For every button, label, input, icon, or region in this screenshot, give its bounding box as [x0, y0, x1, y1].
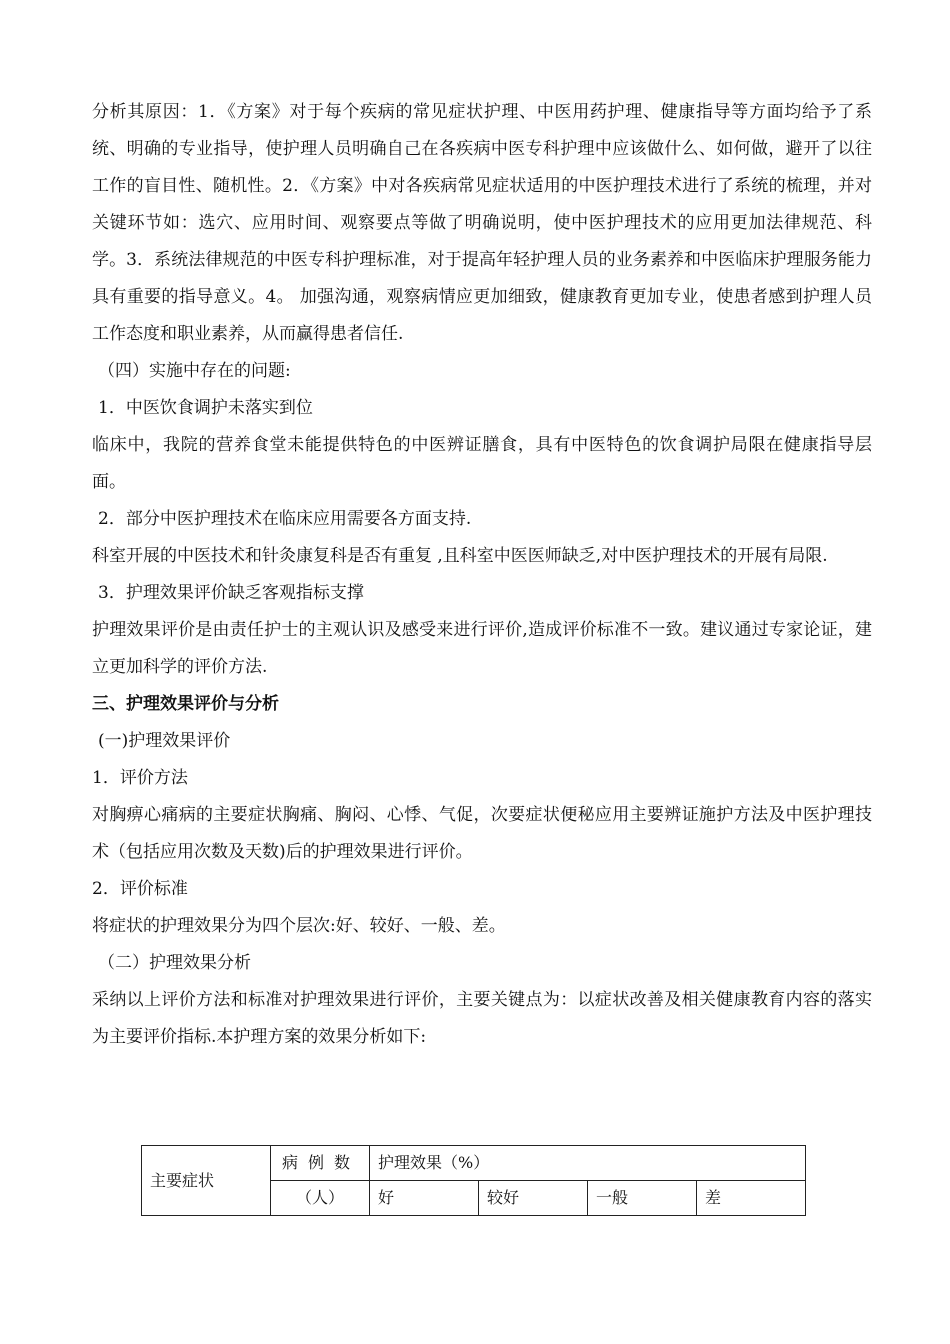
cases-header-top: 病例数: [271, 1146, 370, 1181]
level-good: 好: [370, 1181, 479, 1216]
problem-3-body: 护理效果评价是由责任护士的主观认识及感受来进行评价,造成评价标准不一致。建议通过专家论证，建立更加科学的评价方法.: [92, 620, 872, 677]
eval-standard-title: 2．评价标准: [92, 879, 188, 899]
eval-method-title: 1．评价方法: [92, 768, 188, 788]
effect-table: [141, 1145, 806, 1216]
eval-method-body: 对胸痹心痛病的主要症状胸痛、胸闷、心悸、气促，次要症状便秘应用主要辨证施护方法及中医护理技术（包括应用次数及天数)后的护理效果进行评价。: [92, 805, 872, 862]
sub-one-heading: (一)护理效果评价: [98, 731, 231, 751]
problem-3-title: 3．护理效果评价缺乏客观指标支撑: [98, 583, 364, 603]
sub-two-heading: （二）护理效果分析: [98, 953, 251, 973]
analysis-intro-body: 采纳以上评价方法和标准对护理效果进行评价，主要关键点为：以症状改善及相关健康教育内容的落实为主要评价指标.本护理方案的效果分析如下:: [92, 990, 872, 1047]
eval-standard-body: 将症状的护理效果分为四个层次:好、较好、一般、差。: [92, 916, 506, 936]
effect-header: 护理效果（%）: [370, 1146, 806, 1181]
cases-header-bottom: （人）: [271, 1181, 370, 1216]
table-header-row-1: [142, 1146, 806, 1181]
section-four-heading: （四）实施中存在的问题:: [98, 361, 291, 381]
problem-1-title: 1．中医饮食调护未落实到位: [98, 398, 313, 418]
symptom-header: 主要症状: [142, 1146, 271, 1216]
document-page: [92, 94, 872, 1056]
problem-1-body: 临床中，我院的营养食堂未能提供特色的中医辨证膳食，具有中医特色的饮食调护局限在健康指导层面。: [92, 435, 872, 492]
problem-2-title: 2．部分中医护理技术在临床应用需要各方面支持.: [98, 509, 472, 529]
level-fairly-good: 较好: [479, 1181, 588, 1216]
problem-2-body: 科室开展的中医技术和针灸康复科是否有重复 ,且科室中医医师缺乏,对中医护理技术的开展有局限.: [92, 546, 828, 566]
analysis-paragraph: 分析其原因：1．《方案》对于每个疾病的常见症状护理、中医用药护理、健康指导等方面均给予了系统、明确的专业指导，使护理人员明确自己在各疾病中医专科护理中应该做什么、如何做，避开了以往工作的盲目性、随机性。2．《方案》中对各疾病常见症状适用的中医护理技术进行了系统的梳理，并对关键环节如：选穴、应用时间、观察要点等做了明确说明，使中医护理技术的应用更加法律规范、科学。3．系统法律规范的中医专科护理标准，对于提高年轻护理人员的业务素养和中医临床护理服务能力具有重要的指导意义。4。 加强沟通，观察病情应更加细致，健康教育更加专业，使患者感到护理人员工作态度和职业素养，从而赢得患者信任.: [92, 102, 872, 344]
level-average: 一般: [588, 1181, 697, 1216]
section-three-heading: 三、护理效果评价与分析: [92, 694, 279, 714]
level-poor: 差: [697, 1181, 806, 1216]
